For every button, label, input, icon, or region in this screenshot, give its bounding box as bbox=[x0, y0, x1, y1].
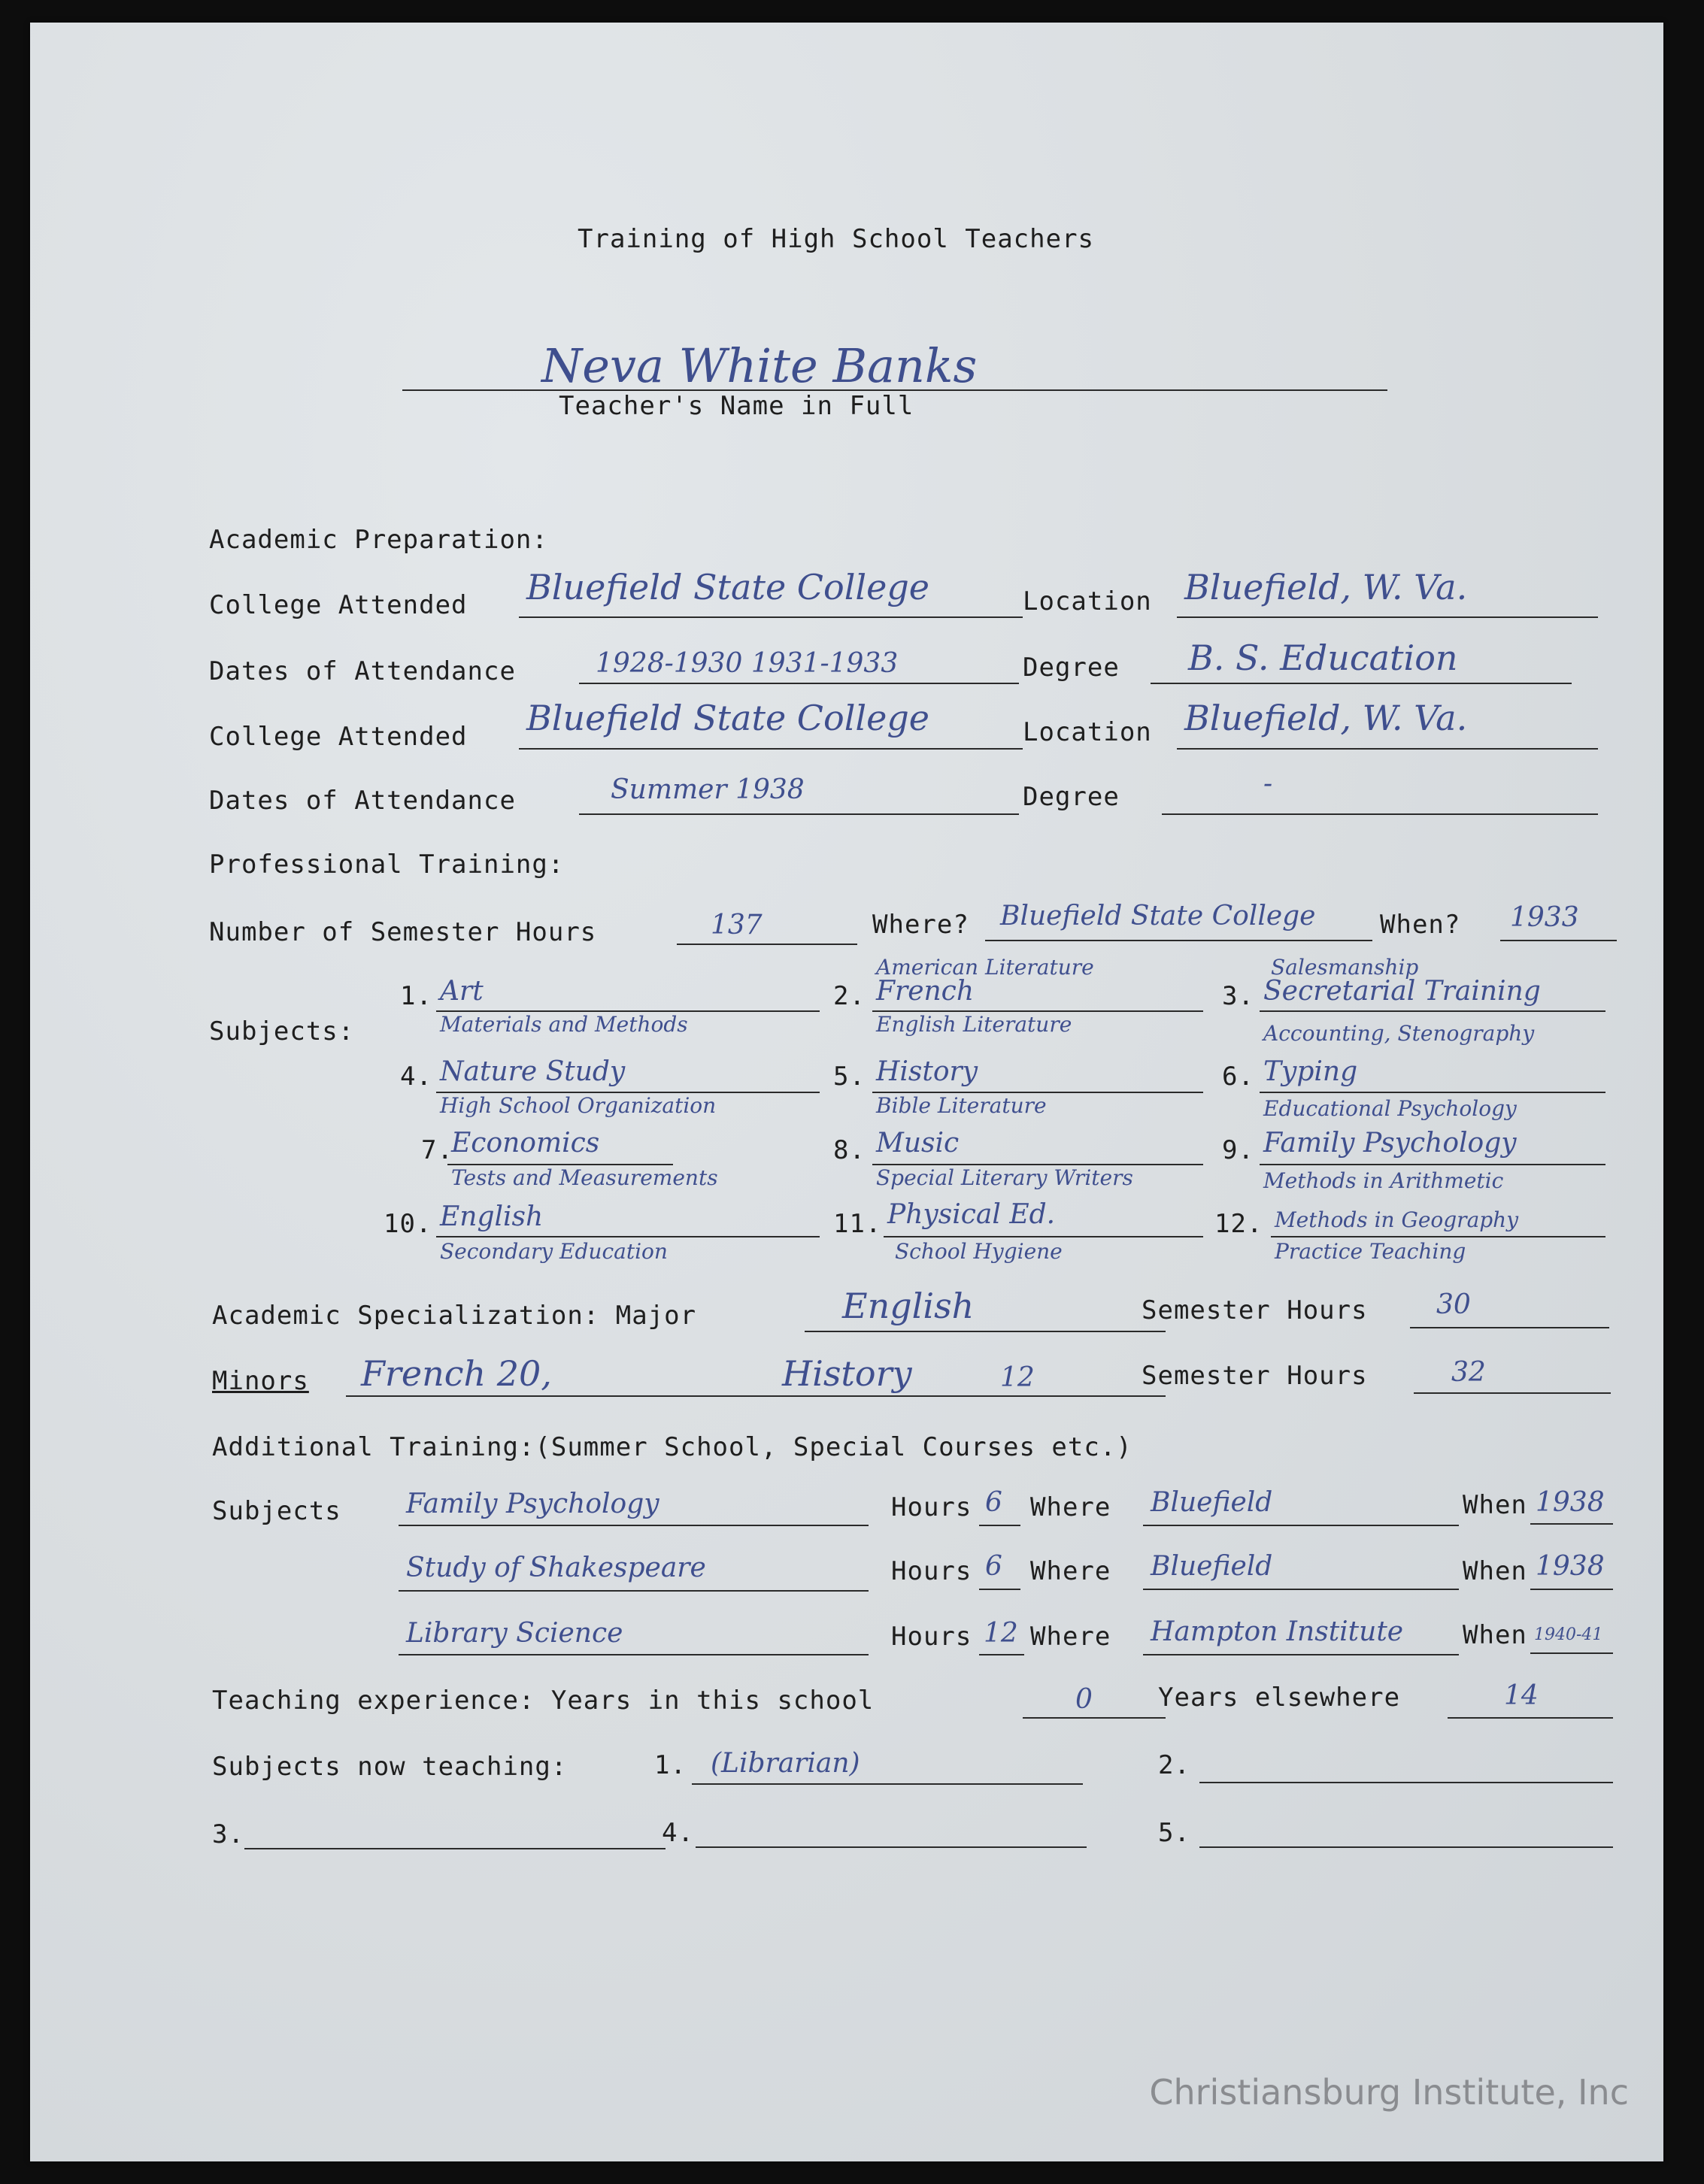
dates-label-1: Dates of Attendance bbox=[209, 656, 516, 686]
when-label: When? bbox=[1380, 910, 1461, 940]
degree-label-2: Degree bbox=[1023, 782, 1120, 812]
subject-4-main: Nature Study bbox=[440, 1056, 626, 1087]
subject-3-main: Secretarial Training bbox=[1263, 976, 1541, 1007]
location-line-2 bbox=[1177, 748, 1598, 750]
subject-3-above: Salesmanship bbox=[1271, 955, 1419, 980]
additional-subject-line-1 bbox=[399, 1525, 869, 1526]
subject-3-extra: Accounting, Stenography bbox=[1263, 1021, 1535, 1046]
minor-hours-value: 32 bbox=[1451, 1357, 1486, 1388]
minor-sem-hours-label: Semester Hours bbox=[1142, 1361, 1368, 1391]
subject-1-num: 1. bbox=[400, 981, 432, 1011]
semester-hours-value: 137 bbox=[711, 910, 763, 941]
subject-6-line bbox=[1260, 1092, 1605, 1093]
now-teaching-line-2 bbox=[1199, 1782, 1613, 1783]
additional-subject-2: Study of Shakespeare bbox=[406, 1552, 706, 1583]
semester-hours-label: Number of Semester Hours bbox=[209, 917, 597, 947]
subject-12-extra: Practice Teaching bbox=[1275, 1239, 1466, 1264]
where-line bbox=[985, 940, 1372, 941]
experience-label: Teaching experience: Years in this school bbox=[212, 1686, 875, 1716]
subject-11-extra: School Hygiene bbox=[895, 1239, 1063, 1264]
additional-heading: Additional Training:(Summer School, Special Courses etc.) bbox=[212, 1432, 1132, 1462]
subject-7-main: Economics bbox=[451, 1128, 600, 1159]
subject-2-main: French bbox=[876, 976, 975, 1007]
major-sem-hours-label: Semester Hours bbox=[1142, 1295, 1368, 1325]
subject-10-line bbox=[436, 1236, 820, 1237]
additional-subjects-label: Subjects bbox=[212, 1496, 341, 1526]
now-teaching-label: Subjects now teaching: bbox=[212, 1752, 568, 1782]
additional-when-3: 1940-41 bbox=[1534, 1625, 1603, 1644]
college-label-2: College Attended bbox=[209, 722, 468, 752]
years-elsewhere-label: Years elsewhere bbox=[1158, 1683, 1401, 1713]
subject-12-num: 12. bbox=[1214, 1209, 1263, 1239]
subject-3-num: 3. bbox=[1222, 981, 1254, 1011]
additional-when-label-2: When bbox=[1463, 1556, 1527, 1586]
document-title: Training of High School Teachers bbox=[578, 224, 1095, 254]
degree-value-2: - bbox=[1263, 768, 1273, 799]
minor-hours-line bbox=[1414, 1392, 1611, 1394]
college-value-1: Bluefield State College bbox=[526, 567, 930, 607]
subject-6-extra: Educational Psychology bbox=[1263, 1096, 1517, 1121]
watermark: Christiansburg Institute, Inc bbox=[1149, 2072, 1629, 2113]
subject-1-main: Art bbox=[440, 976, 484, 1007]
additional-hours-line-1 bbox=[979, 1525, 1020, 1526]
now-teaching-num-1: 1. bbox=[654, 1750, 687, 1780]
minor-1-value: French 20, bbox=[361, 1353, 552, 1394]
subject-5-num: 5. bbox=[833, 1062, 866, 1092]
where-label: Where? bbox=[872, 910, 969, 940]
teacher-name: Neva White Banks bbox=[541, 338, 978, 393]
subject-6-num: 6. bbox=[1222, 1062, 1254, 1092]
additional-hours-1: 6 bbox=[985, 1487, 1002, 1518]
additional-subject-line-3 bbox=[399, 1654, 869, 1655]
now-teaching-num-3: 3. bbox=[212, 1819, 244, 1849]
location-line-1 bbox=[1177, 616, 1598, 618]
major-hours-line bbox=[1410, 1327, 1609, 1328]
minors-line bbox=[346, 1395, 1166, 1397]
subject-12-line bbox=[1271, 1236, 1605, 1237]
additional-where-label-3: Where bbox=[1030, 1622, 1111, 1652]
where-value: Bluefield State College bbox=[1000, 901, 1316, 931]
subject-9-num: 9. bbox=[1222, 1135, 1254, 1165]
additional-when-line-3 bbox=[1530, 1652, 1613, 1654]
location-value-2: Bluefield, W. Va. bbox=[1184, 698, 1468, 738]
location-value-1: Bluefield, W. Va. bbox=[1184, 567, 1468, 607]
dates-label-2: Dates of Attendance bbox=[209, 786, 516, 816]
now-teaching-line-3 bbox=[244, 1848, 666, 1849]
subject-5-extra: Bible Literature bbox=[876, 1093, 1047, 1118]
additional-where-2: Bluefield bbox=[1151, 1551, 1273, 1582]
minor-2-hours: 12 bbox=[1000, 1362, 1035, 1393]
now-teaching-num-4: 4. bbox=[662, 1818, 694, 1848]
additional-when-2: 1938 bbox=[1536, 1551, 1605, 1582]
dates-value-1: 1928-1930 1931-1933 bbox=[596, 648, 899, 679]
additional-subject-line-2 bbox=[399, 1590, 869, 1592]
subject-2-num: 2. bbox=[833, 981, 866, 1011]
additional-hours-line-3 bbox=[979, 1654, 1024, 1655]
subject-7-extra: Tests and Measurements bbox=[451, 1165, 718, 1190]
additional-where-label-1: Where bbox=[1030, 1492, 1111, 1522]
additional-where-line-1 bbox=[1143, 1525, 1459, 1526]
years-elsewhere-line bbox=[1448, 1717, 1613, 1719]
subject-9-extra: Methods in Arithmetic bbox=[1263, 1168, 1504, 1193]
college-value-2: Bluefield State College bbox=[526, 698, 930, 738]
subject-3-line bbox=[1260, 1010, 1605, 1012]
additional-hours-line-2 bbox=[979, 1589, 1020, 1590]
minors-label: Minors bbox=[212, 1366, 309, 1396]
major-hours-value: 30 bbox=[1436, 1289, 1471, 1320]
subject-2-extra: English Literature bbox=[876, 1012, 1072, 1037]
minor-2-value: History bbox=[782, 1353, 912, 1394]
years-here-value: 0 bbox=[1075, 1684, 1093, 1715]
dates-line-2 bbox=[579, 813, 1019, 815]
subject-11-line bbox=[884, 1236, 1203, 1237]
additional-when-line-2 bbox=[1530, 1589, 1613, 1590]
subject-9-main: Family Psychology bbox=[1263, 1128, 1517, 1159]
major-line bbox=[805, 1331, 1166, 1332]
subject-9-line bbox=[1260, 1164, 1605, 1165]
additional-where-3: Hampton Institute bbox=[1151, 1616, 1404, 1647]
now-teaching-line-5 bbox=[1199, 1846, 1613, 1848]
when-value: 1933 bbox=[1510, 902, 1579, 933]
professional-heading: Professional Training: bbox=[209, 850, 565, 880]
college-line-1 bbox=[519, 616, 1023, 618]
subject-10-num: 10. bbox=[384, 1209, 432, 1239]
document-page bbox=[30, 23, 1663, 2161]
college-label-1: College Attended bbox=[209, 590, 468, 620]
additional-when-line-1 bbox=[1530, 1523, 1613, 1525]
dates-value-2: Summer 1938 bbox=[611, 774, 805, 805]
additional-when-label-1: When bbox=[1463, 1490, 1527, 1520]
additional-hours-3: 12 bbox=[984, 1618, 1018, 1649]
college-line-2 bbox=[519, 748, 1023, 750]
additional-where-line-2 bbox=[1143, 1589, 1459, 1590]
subject-6-main: Typing bbox=[1263, 1056, 1358, 1087]
major-label: Academic Specialization: Major bbox=[212, 1301, 697, 1331]
subject-8-num: 8. bbox=[833, 1135, 866, 1165]
subject-10-extra: Secondary Education bbox=[440, 1239, 668, 1264]
additional-subject-3: Library Science bbox=[406, 1618, 623, 1649]
now-teaching-num-5: 5. bbox=[1158, 1818, 1190, 1848]
degree-value-1: B. S. Education bbox=[1188, 638, 1458, 678]
additional-when-1: 1938 bbox=[1536, 1487, 1605, 1518]
subject-8-main: Music bbox=[876, 1128, 960, 1159]
location-label-2: Location bbox=[1023, 717, 1152, 747]
subject-12-main: Methods in Geography bbox=[1275, 1207, 1519, 1232]
subject-8-extra: Special Literary Writers bbox=[876, 1165, 1133, 1190]
semester-hours-line bbox=[677, 944, 857, 945]
now-teaching-num-2: 2. bbox=[1158, 1750, 1190, 1780]
subjects-label: Subjects: bbox=[209, 1016, 355, 1047]
subject-10-main: English bbox=[440, 1201, 544, 1232]
additional-when-label-3: When bbox=[1463, 1620, 1527, 1650]
additional-hours-label-2: Hours bbox=[891, 1556, 972, 1586]
additional-where-line-3 bbox=[1143, 1654, 1459, 1655]
subject-4-extra: High School Organization bbox=[440, 1093, 717, 1118]
additional-hours-label-3: Hours bbox=[891, 1622, 972, 1652]
subject-1-extra: Materials and Methods bbox=[440, 1012, 688, 1037]
subject-5-main: History bbox=[876, 1056, 978, 1087]
now-teaching-line-1 bbox=[692, 1783, 1083, 1785]
now-teaching-line-4 bbox=[696, 1846, 1087, 1848]
years-elsewhere-value: 14 bbox=[1504, 1680, 1539, 1711]
subject-7-num: 7. bbox=[421, 1135, 453, 1165]
additional-subject-1: Family Psychology bbox=[406, 1489, 659, 1519]
degree-label-1: Degree bbox=[1023, 653, 1120, 683]
now-teaching-subject-1: (Librarian) bbox=[711, 1748, 860, 1779]
dates-line-1 bbox=[579, 683, 1019, 684]
years-here-line bbox=[1023, 1717, 1166, 1719]
subject-11-num: 11. bbox=[833, 1209, 882, 1239]
subject-11-main: Physical Ed. bbox=[887, 1199, 1056, 1230]
major-value: English bbox=[842, 1286, 975, 1326]
location-label-1: Location bbox=[1023, 586, 1152, 616]
additional-hours-label-1: Hours bbox=[891, 1492, 972, 1522]
additional-hours-2: 6 bbox=[985, 1551, 1002, 1582]
when-line bbox=[1500, 940, 1617, 941]
subject-4-num: 4. bbox=[400, 1062, 432, 1092]
degree-line-1 bbox=[1151, 683, 1572, 684]
additional-where-label-2: Where bbox=[1030, 1556, 1111, 1586]
degree-line-2 bbox=[1162, 813, 1598, 815]
additional-where-1: Bluefield bbox=[1151, 1487, 1273, 1518]
subject-2-above: American Literature bbox=[876, 955, 1094, 980]
name-caption: Teacher's Name in Full bbox=[559, 391, 914, 421]
academic-heading: Academic Preparation: bbox=[209, 525, 548, 555]
